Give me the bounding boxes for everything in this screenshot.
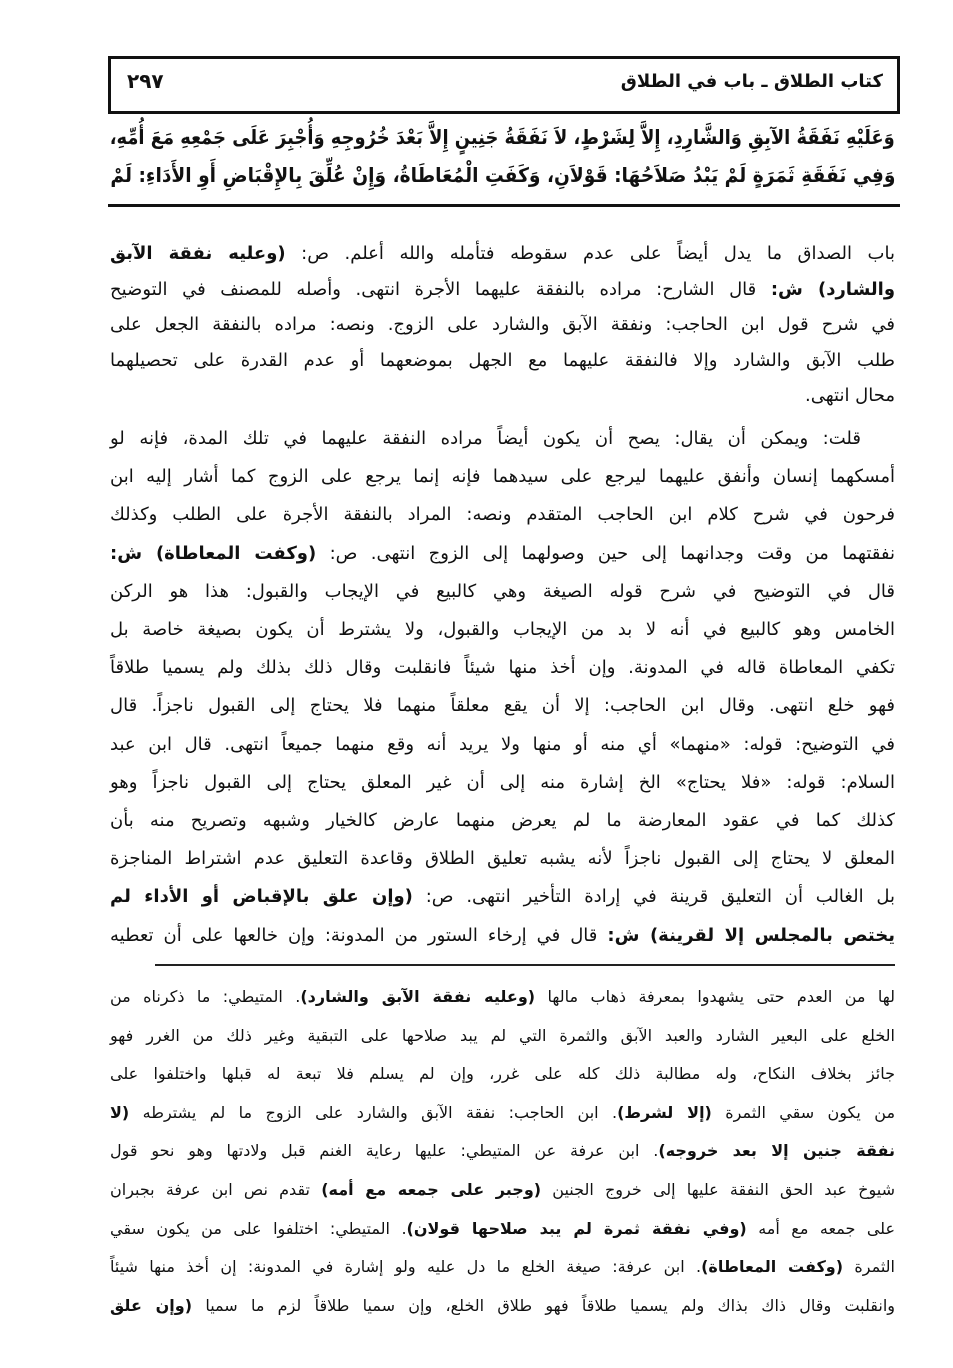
text-segment: السلام: قوله: «فلا يحتاج» الخ إشارة منه إلى أن غير المعلق يحتاج إلى القبول ناجزاً وهو: [110, 771, 895, 793]
text-segment: نفقتهما من وقت وجدانهما إلى حين وصولهما إلى الزوج انتهى. ص:: [316, 542, 895, 564]
text-line: [110, 1132, 895, 1171]
text-line: [110, 611, 895, 649]
text-segment: أمسكهما إنسان وأنفق عليهما ليرجع على سيدهما فإنه إنما يرجع على الزوج كما أشار إليه ابن: [110, 466, 895, 488]
text-line: [110, 649, 895, 687]
text-segment: . ابن عرفة عن المتيطي: عليها رعاية الغنم قبل ولادتها وهو نحو قول: [110, 1141, 659, 1161]
text-line: [110, 343, 895, 379]
text-line: [110, 726, 895, 764]
text-segment: من يكون سقي الثمرة: [711, 1102, 896, 1122]
text-segment: في شرح قول ابن الحاجب: ونفقة الآبق والشارد على الزوج. ونصه: مراده بالنفقة الجعل على: [110, 314, 895, 335]
text-line: [110, 458, 895, 496]
text-line: [110, 307, 895, 343]
matn-divider: [108, 204, 900, 207]
text-line: [110, 840, 895, 878]
bold-quote: يختص بالمجلس إلا لقرينة) ش:: [607, 924, 896, 946]
bold-quote: والشارد) ش:: [770, 278, 896, 300]
text-line: [110, 917, 895, 955]
text-segment: . المتيطي: اختلفوا على من يكون سقي: [110, 1218, 407, 1238]
bold-quote: وَفِي نَفَقَةِ ثَمَرَةٍ لَمْ يَبْدُ صَلاَحُهَا: قَوْلاَنِ، وَكَفَتِ الْمُعَاطَاةُ، وَإِنْ عُلِّقَ بِالإِقْبَاضِ أَوِ الأَدَاءِ: لَمْ: [110, 163, 895, 187]
bold-quote: (وإن علق بالإقباض أو الأداء لم: [110, 886, 413, 908]
text-line: [110, 378, 895, 414]
bold-quote: (لا: [110, 1102, 130, 1122]
text-segment: شيوخ عبد الحق النفقة عليها إلى خروج الجنين: [541, 1179, 896, 1199]
bold-quote: (إلا لشرط): [617, 1102, 712, 1122]
text-segment: الخلع على البعير الشارد والعبد الآبق والثمرة التي لم يبد صلاحها على التبقية وغير ذلك من الغرر فهو: [110, 1025, 895, 1045]
text-line: [110, 1055, 895, 1094]
text-line: [110, 1248, 895, 1287]
text-segment: باب الصداق ما يدل أيضاً على عدم سقوطه فتأمله والله أعلم. ص:: [285, 243, 895, 264]
text-line: [110, 1171, 895, 1210]
commentary-paragraph-1: [110, 236, 895, 414]
bold-quote: (وجبر على جمعه مع أمه): [321, 1179, 542, 1199]
footnote-divider: [155, 964, 895, 966]
bold-quote: وَعَلَيْهِ نَفَقَةُ الآبِقِ وَالشَّارِدِ، إِلاَّ لِشَرْطٍ، لاَ نَفَقَةُ جَنِينٍ إِلاَّ بَعْدَ خُرُوجِهِ وَأُجْبِرَ عَلَى جَمْعِهِ مَعَ أُمِّهِ،: [110, 125, 895, 149]
bold-quote: نفقة جنين إلا بعد خروجه): [658, 1141, 895, 1161]
text-line: [110, 156, 895, 194]
text-segment: . ابن الحاجب: نفقة الآبق والشارد على الزوج ما لم يشترطه: [129, 1102, 618, 1122]
text-segment: الخامس وهو كالبيع في أنه لا بد من الإيجاب والقبول، ولا يشترط أن يكون بصيغة خاصة بل: [110, 619, 895, 641]
text-segment: قال في التوضيح في شرح قوله الصيغة وهي كالبيع في الإيجاب والقبول: هذا هو الركن: [110, 580, 895, 602]
running-header: [108, 56, 900, 114]
text-line: [110, 420, 895, 458]
text-segment: جائز بخلاف النكاح، وله مطالبة ذلك كله على غرر، وإن لم يسلم فلا تبعة له قبلها واختلفوا على: [110, 1064, 895, 1084]
text-segment: الثمرة: [843, 1257, 895, 1277]
text-line: [110, 802, 895, 840]
text-line: [110, 272, 895, 308]
text-line: [110, 1017, 895, 1056]
bold-quote: (وكفت المعاطاة): [701, 1257, 844, 1277]
bold-quote: (وفي نفقة ثمرة لم يبد صلاحها قولان): [406, 1218, 747, 1238]
text-segment: . المتيطي: ما ذكرناه من: [110, 987, 301, 1006]
text-line: [110, 573, 895, 611]
bold-quote: (وإن علق: [110, 1295, 193, 1315]
text-segment: تكفي المعاطاة قاله في المدونة. وإن أخذ منها شيئاً فانقلبت وقال ذلك بذلك ولم يسميا طلاقاً: [110, 657, 895, 679]
text-line: [110, 118, 895, 156]
text-line: [110, 978, 895, 1017]
text-line: [110, 535, 895, 573]
bold-quote: (وكفت المعاطاة) ش:: [110, 542, 317, 564]
text-segment: فرحون في شرح كلام ابن الحاجب المتقدم ونصه: المراد بالنفقة الأجرة على الطلب وكذلك: [110, 504, 895, 526]
text-segment: . ابن عرفة: صيغة الخلع ما دل عليه ولو إشارة في المدونة: إن أخذ منها شيئاً: [110, 1257, 702, 1277]
text-line: [110, 1210, 895, 1249]
text-segment: كذلك كما في عقود المعارضة ما لم يعرض منهما عارض كالخيار وشبهه وتصريح منه بأن: [110, 810, 895, 832]
text-segment: على جمعه مع أمه: [746, 1218, 896, 1238]
text-segment: المعلق لا يحتاج إلى القبول ناجزاً لأنه يشبه تعليق الطلاق وقاعدة التعليق عدم اشتراط المناجزة: [110, 848, 895, 870]
text-segment: بل الغالب أن التعليق قرينة في إرادة التأخير انتهى. ص:: [412, 886, 896, 908]
bold-quote: (وعليه نفقة الآبق والشارد): [300, 987, 536, 1006]
text-segment: محال انتهى.: [804, 385, 895, 406]
footnotes: [110, 978, 895, 1325]
chapter-title: كتاب الطلاق ـ باب في الطلاق: [620, 71, 883, 92]
commentary-paragraph-2: [110, 420, 895, 955]
matn-text: [110, 118, 895, 194]
text-segment: قال الشارح: مراده بالنفقة عليهما الأجرة انتهى. وأصله للمصنف في التوضيح: [110, 278, 771, 300]
text-segment: طلب الآبق والشارد وإلا فالنفقة عليهما مع الجهل بموضعهما أو عدم القدرة على تحصيلهما: [110, 349, 895, 371]
text-segment: قلت: ويمكن أن يقال: يصح أن يكون أيضاً مراده النفقة عليهما في تلك المدة، فإنه لو: [110, 428, 861, 449]
text-line: [110, 878, 895, 916]
text-segment: لها من العدم حتى يشهدوا بمعرفة ذهاب مالها: [535, 987, 896, 1006]
text-segment: وانقلبت وقال ذاك بذاك ولم يسميا طلاقاً فهو طلاق الخلع، وإن سميا طلاقاً لزم ما سميا: [192, 1295, 895, 1315]
text-segment: فهو خلع انتهى. وقال ابن الحاجب: إلا أن يقع معلقاً منهما فلا يحتاج إلى القبول ناجزاً. قال: [110, 695, 895, 717]
text-line: [110, 687, 895, 725]
text-line: [110, 1094, 895, 1133]
text-segment: قال في إرخاء الستور من المدونة: وإن خالعها على أن تعطيه: [110, 924, 608, 946]
text-line: [110, 236, 895, 272]
text-line: [110, 764, 895, 802]
text-line: [110, 496, 895, 534]
bold-quote: (وعليه نفقة الآبق: [110, 243, 286, 264]
text-line: [110, 1287, 895, 1326]
text-segment: في التوضيح: قوله: «منهما» أي منه أو منها ولا يريد أنه وقع منهما جميعاً انتهى. قال ابن عبد: [110, 733, 895, 755]
text-segment: تقدم نص ابن عرفة بجبران: [110, 1179, 322, 1199]
page-number: ٢٩٧: [127, 69, 164, 93]
